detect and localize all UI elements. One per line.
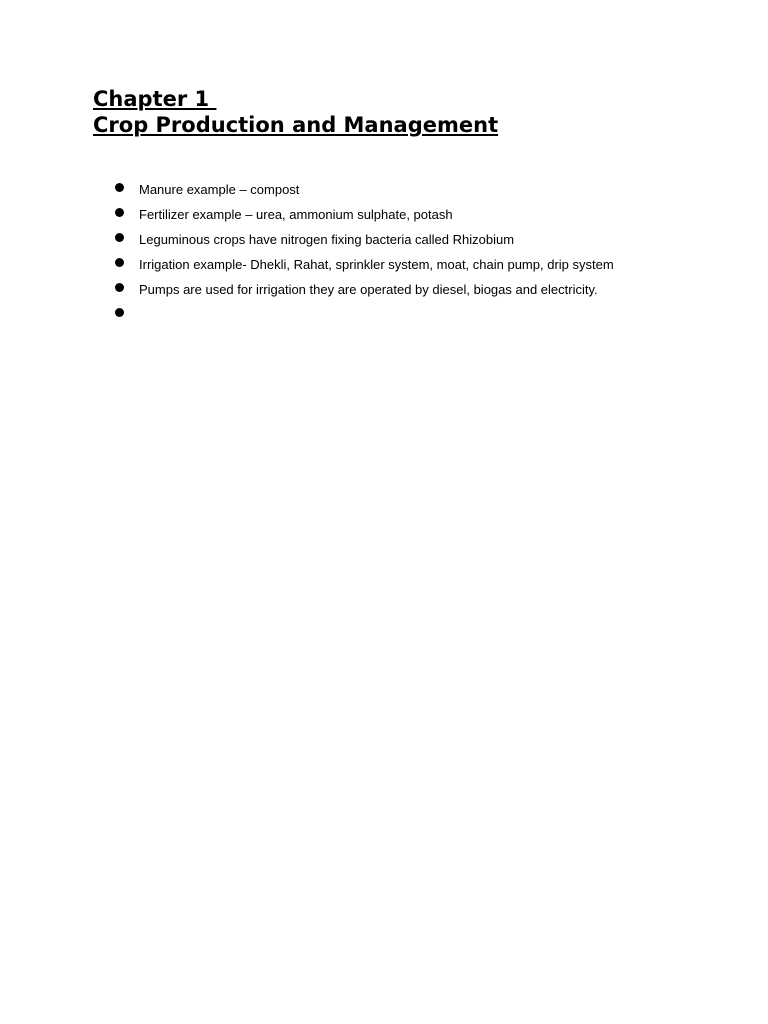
list-item-text: Leguminous crops have nitrogen fixing bacteria called Rhizobium xyxy=(139,232,515,247)
list-item-text: Fertilizer example – urea, ammonium sulphate, potash xyxy=(139,207,453,222)
chapter-number: Chapter 1 xyxy=(93,87,217,111)
bullet-icon xyxy=(115,183,124,192)
list-item-text: Irrigation example- Dhekli, Rahat, sprinkler system, moat, chain pump, drip system xyxy=(139,257,614,272)
bullet-icon xyxy=(115,233,124,242)
chapter-title: Crop Production and Management xyxy=(93,113,499,137)
chapter-heading xyxy=(93,86,498,138)
list-item-text: Manure example – compost xyxy=(139,182,300,197)
bullet-icon xyxy=(115,208,124,217)
list-item-text: Pumps are used for irrigation they are operated by diesel, biogas and electricity. xyxy=(139,282,598,297)
bullet-icon xyxy=(115,308,124,317)
bullet-icon xyxy=(115,283,124,292)
bullet-icon xyxy=(115,258,124,267)
